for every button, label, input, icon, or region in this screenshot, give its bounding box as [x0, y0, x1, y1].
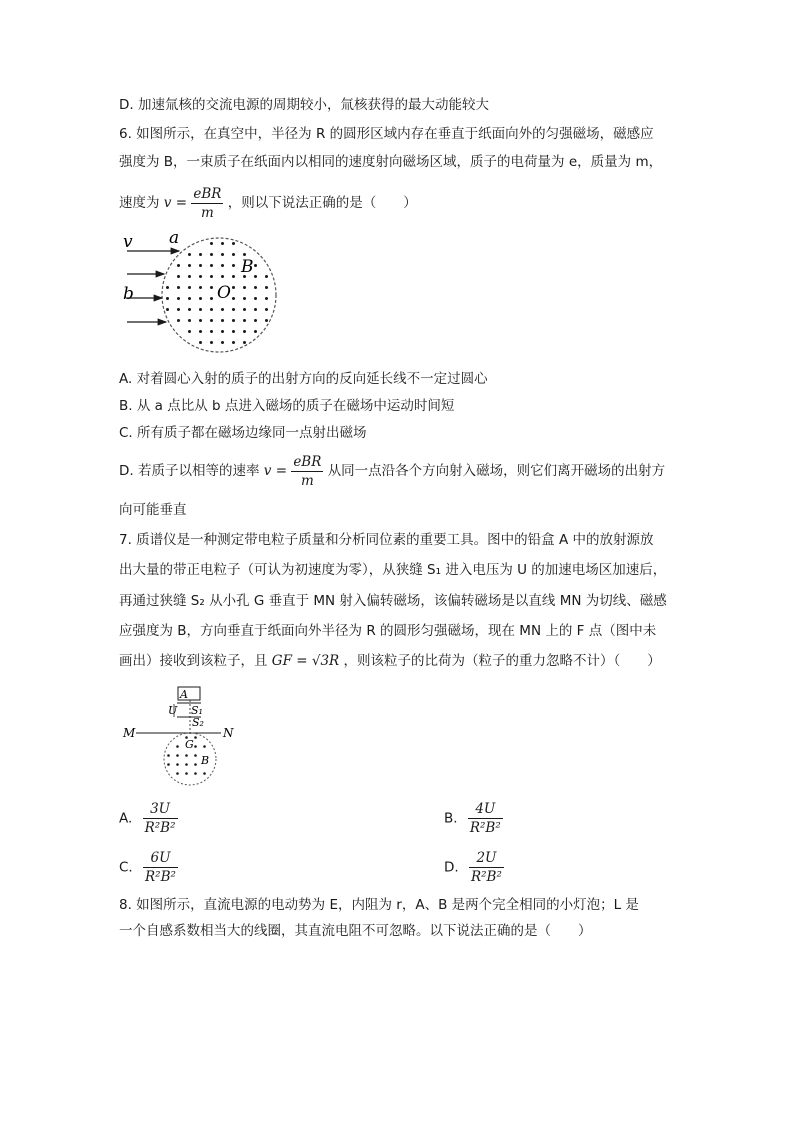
q6-option-c: C. 所有质子都在磁场边缘同一点射出磁场: [119, 425, 367, 441]
q6-option-a: A. 对着圆心入射的质子的出射方向的反向延长线不一定过圆心: [119, 371, 488, 387]
field-dot: [185, 763, 188, 766]
q7-option-b: [444, 800, 503, 837]
field-dot: [243, 341, 246, 344]
field-dot: [199, 341, 202, 344]
field-dot: [203, 745, 206, 748]
field-dot: [243, 308, 246, 311]
q7-option-a-label: A.: [119, 810, 133, 827]
field-dot: [232, 341, 235, 344]
q6-label-b: b: [123, 284, 134, 304]
q7-label-M: M: [123, 726, 136, 740]
field-dot: [188, 330, 191, 333]
field-dot: [166, 297, 169, 300]
field-dot: [199, 319, 202, 322]
field-dot: [221, 330, 224, 333]
q7-label-U: U: [168, 704, 178, 717]
q7-option-d-num: 2U: [469, 849, 504, 868]
field-dot: [167, 763, 170, 766]
field-dot: [199, 308, 202, 311]
q7-label-S2: S₂: [192, 716, 204, 729]
field-dot: [188, 308, 191, 311]
q7-option-a-fraction: [143, 800, 178, 837]
field-dot: [254, 330, 257, 333]
field-dot: [210, 308, 213, 311]
field-dot: [221, 319, 224, 322]
field-dot: [185, 772, 188, 775]
q7-stem-line3: 再通过狭缝 S₂ 从小孔 G 垂直于 MN 射入偏转磁场，该偏转磁场是以直线 MN 为切线、磁感: [119, 593, 667, 609]
field-dot: [254, 308, 257, 311]
field-dot: [254, 286, 257, 289]
q6-label-v: v: [123, 232, 133, 252]
q6-fraction-numerator: eBR: [193, 185, 222, 202]
q6-label-B: B: [241, 257, 254, 277]
q6-option-d-denominator: m: [300, 472, 314, 489]
field-dot: [188, 297, 191, 300]
field-dot: [177, 308, 180, 311]
field-dot: [166, 286, 169, 289]
field-dot: [232, 242, 235, 245]
field-dot: [221, 242, 224, 245]
q6-fraction-denominator: m: [200, 204, 214, 221]
q7-label-A: A: [180, 688, 188, 701]
field-dot: [210, 242, 213, 245]
q7-stem-line4: 应强度为 B，方向垂直于纸面向外半径为 R 的圆形匀强磁场，现在 MN 上的 F 点（图中未: [119, 623, 657, 639]
field-dot: [232, 297, 235, 300]
q7-option-a-num: 3U: [143, 800, 178, 819]
field-dot: [210, 330, 213, 333]
q7-gf-equation: GF = √3R: [271, 653, 340, 669]
q6-stem-line2: 强度为 B，一束质子在纸面内以相同的速度射向磁场区域，质子的电荷量为 e，质量为 m，: [119, 154, 663, 170]
q7-label-N: N: [223, 726, 234, 740]
field-dot: [194, 745, 197, 748]
q6-label-a: a: [169, 228, 180, 248]
field-dot: [254, 297, 257, 300]
field-dot: [194, 736, 197, 739]
field-dot: [221, 341, 224, 344]
q6-speed-prefix: 速度为: [119, 195, 160, 211]
q7-option-c: [119, 849, 178, 886]
q7-label-B: B: [201, 754, 210, 767]
field-dot: [177, 286, 180, 289]
field-dot: [176, 763, 179, 766]
field-dot: [176, 745, 179, 748]
q6-option-d-line2: 向可能垂直: [119, 502, 187, 518]
q7-option-b-num: 4U: [468, 800, 503, 819]
q7-stem-line5: [119, 651, 661, 671]
q7-option-d-label: D.: [444, 859, 459, 876]
field-dot: [265, 297, 268, 300]
q6-magnetic-field-figure: [119, 228, 284, 360]
field-dot: [243, 297, 246, 300]
field-dot: [188, 264, 191, 267]
field-dot: [254, 264, 257, 267]
q7-label-S1: S₁: [191, 704, 203, 717]
field-dot: [221, 308, 224, 311]
q6-stem-line3: [119, 184, 417, 222]
q7-line5-suffix: ，则该粒子的比荷为（粒子的重力忽略不计）（ ）: [343, 653, 661, 669]
field-dot: [203, 772, 206, 775]
field-dot: [176, 754, 179, 757]
q6-option-d-suffix: 从同一点沿各个方向射入磁场，则它们离开磁场的出射方: [327, 463, 666, 479]
field-dot: [210, 264, 213, 267]
field-dot: [265, 286, 268, 289]
q6-label-O: O: [217, 283, 231, 303]
q5-option-d: D. 加速氚核的交流电源的周期较小，氚核获得的最大动能较大: [119, 97, 489, 113]
field-dot: [243, 286, 246, 289]
field-dot: [232, 253, 235, 256]
field-dot: [254, 319, 257, 322]
field-dot: [243, 330, 246, 333]
field-dot: [243, 253, 246, 256]
field-dot: [265, 319, 268, 322]
field-dot: [232, 308, 235, 311]
field-dot: [265, 308, 268, 311]
field-dot: [232, 319, 235, 322]
q7-stem-line1: 7. 质谱仪是一种测定带电粒子质量和分析同位素的重要工具。图中的铅盒 A 中的放射源放: [119, 532, 654, 548]
q8-stem-line2: 一个自感系数相当大的线圈，其直流电阻不可忽略。以下说法正确的是（ ）: [119, 923, 592, 939]
q7-option-a-den: R²B²: [144, 820, 176, 836]
q7-mass-spectrometer-figure: [119, 684, 244, 790]
field-dot: [232, 275, 235, 278]
field-dot: [199, 297, 202, 300]
q7-line5-prefix: 画出）接收到该粒子，且: [119, 653, 268, 669]
field-dot: [177, 297, 180, 300]
field-dot: [177, 264, 180, 267]
q7-option-b-label: B.: [444, 810, 458, 827]
field-dot: [188, 286, 191, 289]
q6-option-d-prefix: D. 若质子以相等的速率: [119, 463, 260, 479]
q7-option-b-den: R²B²: [469, 820, 501, 836]
q6-speed-eq: v =: [163, 195, 188, 211]
field-dot: [221, 275, 224, 278]
field-dot: [199, 253, 202, 256]
q7-option-c-label: C.: [119, 859, 133, 876]
field-dot: [232, 286, 235, 289]
field-dot: [254, 275, 257, 278]
field-dot: [210, 275, 213, 278]
q6-option-b: B. 从 a 点比从 b 点进入磁场的质子在磁场中运动时间短: [119, 398, 455, 414]
field-dot: [167, 754, 170, 757]
field-dot: [194, 754, 197, 757]
q6-option-d-eq: v =: [263, 463, 288, 479]
field-dot: [199, 275, 202, 278]
field-dot: [194, 772, 197, 775]
q6-speed-suffix: ，则以下说法正确的是（ ）: [227, 195, 417, 211]
field-dot: [210, 341, 213, 344]
q6-option-d: [119, 452, 665, 490]
field-dot: [188, 319, 191, 322]
field-dot: [199, 264, 202, 267]
field-dot: [232, 264, 235, 267]
field-dot: [194, 763, 197, 766]
field-dot: [210, 297, 213, 300]
q7-option-c-fraction: [143, 849, 178, 886]
field-dot: [199, 286, 202, 289]
q8-stem-line1: 8. 如图所示，直流电源的电动势为 E，内阻为 r，A、B 是两个完全相同的小灯泡；L 是: [119, 897, 639, 913]
field-dot: [221, 264, 224, 267]
q7-label-G: G: [185, 738, 194, 751]
field-dot: [243, 319, 246, 322]
q7-option-c-num: 6U: [143, 849, 178, 868]
field-dot: [210, 253, 213, 256]
field-dot: [185, 754, 188, 757]
field-dot: [188, 253, 191, 256]
q7-option-c-den: R²B²: [145, 869, 176, 885]
field-dot: [188, 275, 191, 278]
field-dot: [177, 319, 180, 322]
q7-option-a: [119, 800, 178, 837]
q7-option-d: [444, 849, 504, 886]
field-dot: [210, 286, 213, 289]
q7-option-b-fraction: [468, 800, 503, 837]
q7-option-d-fraction: [469, 849, 504, 886]
q6-option-d-fraction: [291, 453, 323, 490]
field-dot: [199, 330, 202, 333]
q7-stem-line2: 出大量的带正电粒子（可认为初速度为零），从狭缝 S₁ 进入电压为 U 的加速电场区加速后，: [119, 562, 667, 578]
field-dot: [221, 253, 224, 256]
q6-option-d-numerator: eBR: [293, 453, 322, 470]
q6-stem-line1: 6. 如图所示，在真空中，半径为 R 的圆形区域内存在垂直于纸面向外的匀强磁场，磁感应: [119, 126, 654, 142]
field-dot: [177, 275, 180, 278]
field-dot: [232, 330, 235, 333]
field-dot: [210, 319, 213, 322]
q7-option-d-den: R²B²: [470, 869, 502, 885]
field-dot: [265, 275, 268, 278]
q6-speed-fraction: [191, 185, 223, 222]
field-dot: [176, 772, 179, 775]
field-dot: [166, 308, 169, 311]
